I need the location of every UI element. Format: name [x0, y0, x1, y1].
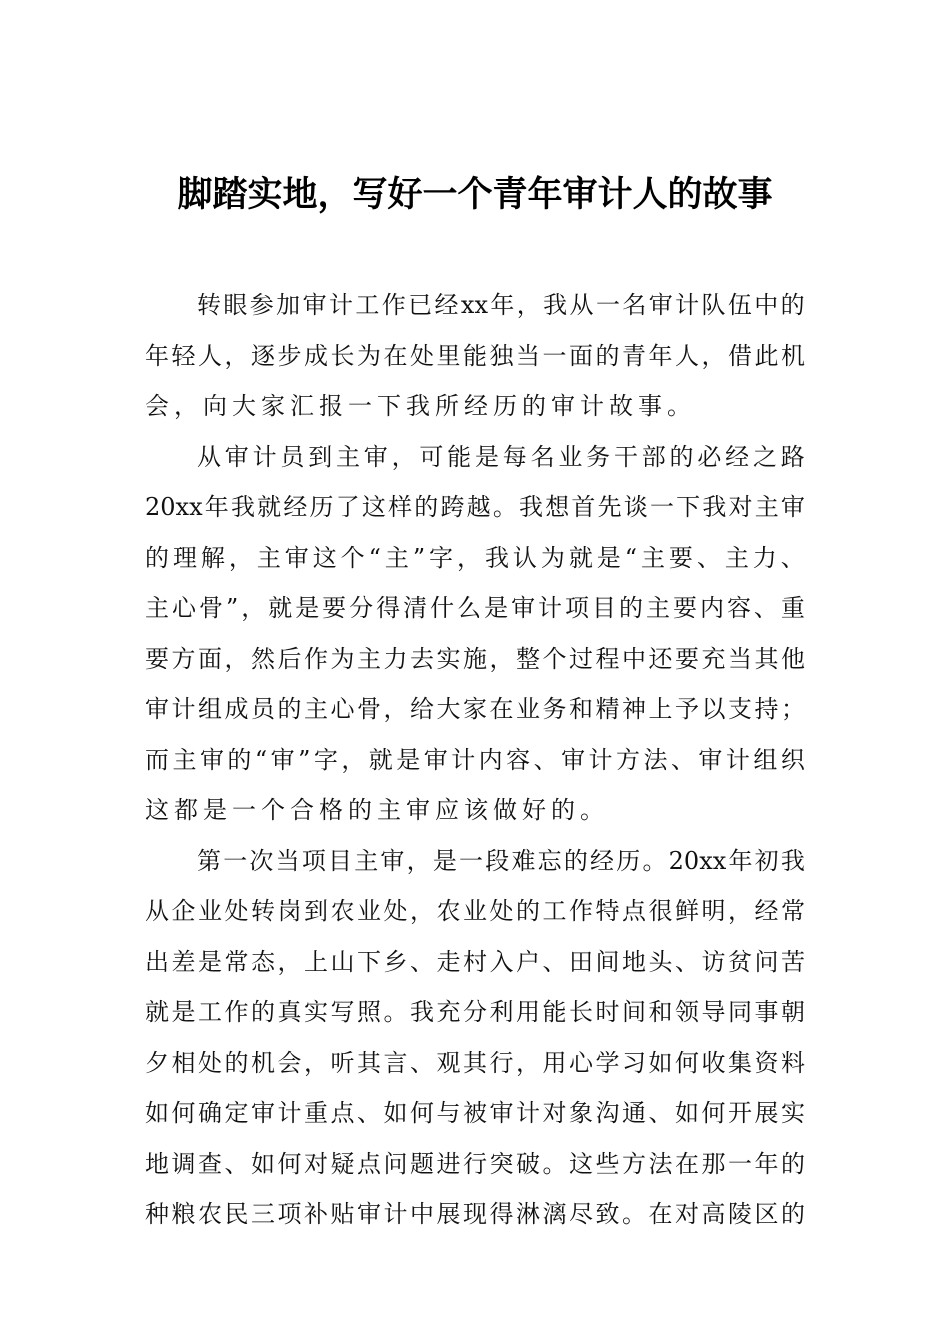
text-line: 转 眼 参 加 审 计 工 作 已 经 xx 年 ， 我 从 一 名 审 计 队 伍 中 的 [197, 291, 805, 319]
text-line: 如 何 确 定 审 计 重 点 、 如 何 与 被 审 计 对 象 沟 通 、 如 何 开 展 实 [145, 1099, 805, 1127]
text-line: 的 理 解 ， 主 审 这 个 “ 主 ” 字 ， 我 认 为 就 是 “ 主 要 、 主 力 、 [145, 543, 805, 572]
text-line: 从 企 业 处 转 岗 到 农 业 处 ， 农 业 处 的 工 作 特 点 很 鲜 明 ， 经 常 [145, 897, 805, 925]
text-line: 第 一 次 当 项 目 主 审 ， 是 一 段 难 忘 的 经 历 。 20xx 年 初 我 [197, 846, 805, 875]
text-line: 夕 相 处 的 机 会 ， 听 其 言 、 观 其 行 ， 用 心 学 习 如 何 收 集 资 料 [145, 1048, 805, 1077]
text-line: 会 ， 向 大 家 汇 报 一 下 我 所 经 历 的 审 计 故 事 。 [145, 392, 691, 420]
text-line: 地 调 查 、 如 何 对 疑 点 问 题 进 行 突 破 。 这 些 方 法 在 那 一 年 的 [145, 1149, 805, 1178]
text-line: 审 计 组 成 员 的 主 心 骨 ， 给 大 家 在 业 务 和 精 神 上 予 以 支 持 ； [145, 695, 805, 723]
text-line: 而 主 审 的 “ 审 ” 字 ， 就 是 审 计 内 容 、 审 计 方 法 、 审 计 组 织 [145, 745, 805, 774]
text-line: 主 心 骨 ” ， 就 是 要 分 得 清 什 么 是 审 计 项 目 的 主 要 内 容 、 重 [145, 594, 805, 622]
text-line: 从 审 计 员 到 主 审 ， 可 能 是 每 名 业 务 干 部 的 必 经 之 路 [197, 442, 805, 471]
text-line: 20xx 年 我 就 经 历 了 这 样 的 跨 越 。 我 想 首 先 谈 一 下 我 对 主 审 [145, 493, 805, 521]
text-line: 出 差 是 常 态 ， 上 山 下 乡 、 走 村 入 户 、 田 间 地 头 、 访 贫 问 苦 [145, 947, 805, 976]
text-line: 年 轻 人 ， 逐 步 成 长 为 在 处 里 能 独 当 一 面 的 青 年 人 ， 借 此 机 [145, 341, 805, 370]
document-body [145, 280, 805, 1240]
text-line: 就 是 工 作 的 真 实 写 照 。 我 充 分 利 用 能 长 时 间 和 领 导 同 事 朝 [145, 998, 805, 1026]
document-title: 脚踏实地，写好一个青年审计人的故事 [177, 174, 773, 215]
text-line: 要 方 面 ， 然 后 作 为 主 力 去 实 施 ， 整 个 过 程 中 还 要 充 当 其 他 [145, 644, 805, 673]
text-line: 这 都 是 一 个 合 格 的 主 审 应 该 做 好 的 。 [145, 796, 604, 824]
text-line: 种 粮 农 民 三 项 补 贴 审 计 中 展 现 得 淋 漓 尽 致 。 在 对 高 陵 区 的 [145, 1200, 805, 1228]
